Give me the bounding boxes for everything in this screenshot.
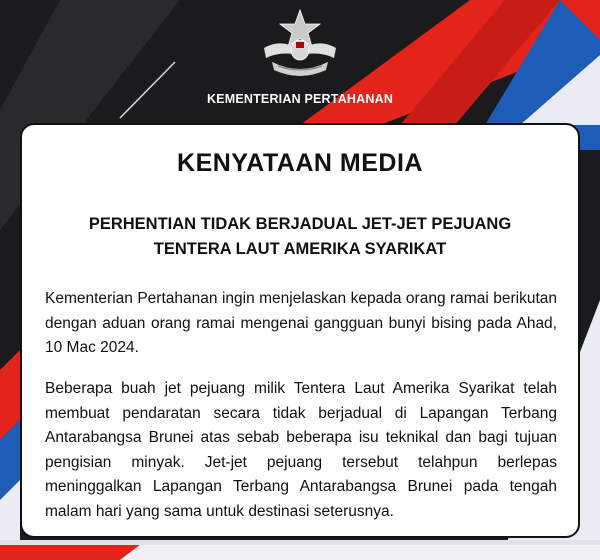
defence-ministry-crest-icon: [258, 6, 342, 86]
statement-paragraph-1: Kementerian Pertahanan ingin menjelaskan kepada orang ramai berikutan dengan aduan orang ramai mengenai gangguan bunyi bising pada Ahad, 10 Mac 2024.: [45, 290, 557, 356]
media-statement-card: [20, 123, 580, 538]
ministry-name: KEMENTERIAN PERTAHANAN: [206, 92, 394, 106]
statement-subtitle-line2: TENTERA LAUT AMERIKA SYARIKAT: [153, 240, 447, 258]
statement-paragraph-2: Beberapa buah jet pejuang milik Tentera Laut Amerika Syarikat telah membuat pendaratan secara tidak berjadual di Lapangan Terbang Antarabangsa Brunei atas sebab beberapa isu teknikal dan bagi tujuan pengisian minyak. Jet-jet pejuang tersebut telahpun berlepas meninggalkan Lapangan Terbang Antarabangsa Brunei pada tengah malam hari yang sama untuk destinasi seterusnya.: [45, 380, 557, 520]
statement-title: KENYATAAN MEDIA: [177, 149, 423, 177]
statement-subtitle-line1: PERHENTIAN TIDAK BERJADUAL JET-JET PEJUANG: [88, 215, 512, 233]
statement-subtitle: [22, 212, 578, 262]
